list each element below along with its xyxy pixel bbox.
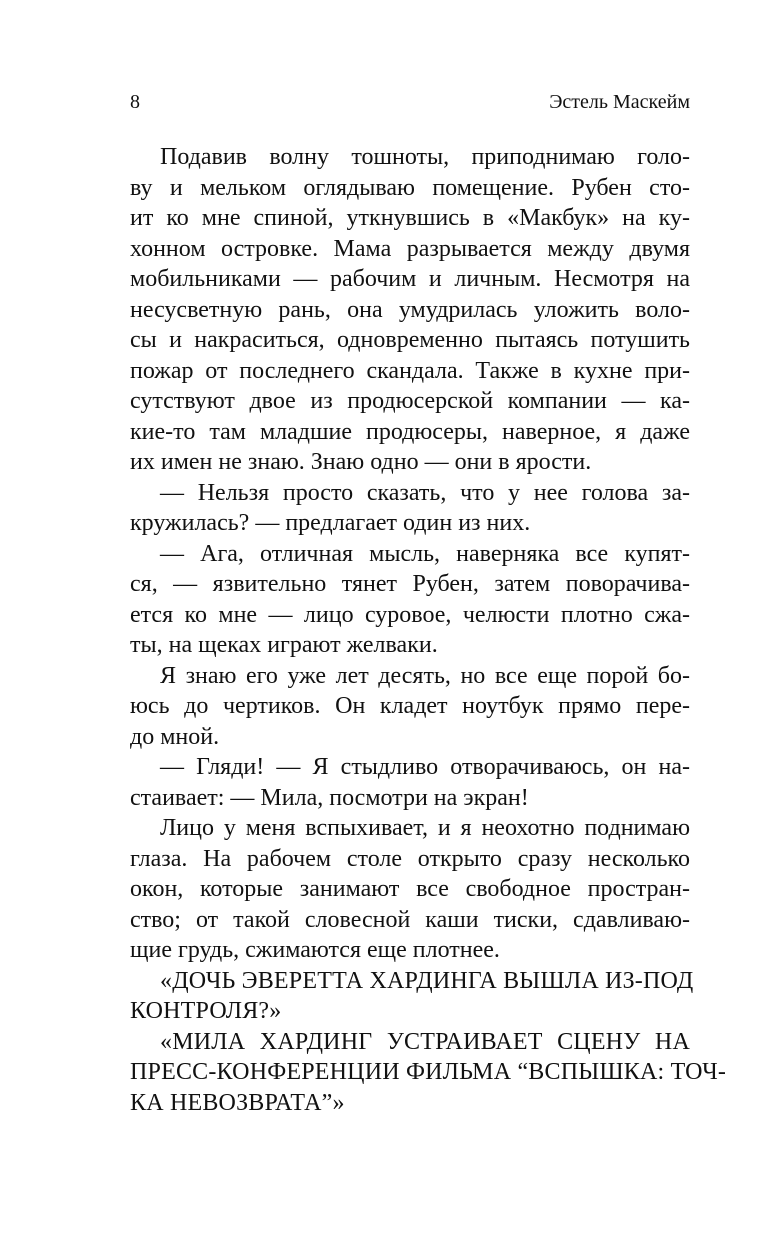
running-head-author: Эстель Маскейм (549, 91, 690, 113)
paragraph (130, 142, 690, 478)
text-line: ит ко мне спиной, уткнувшись в «Макбук» на ку- (130, 205, 690, 231)
text-line: Подавив волну тошноты, приподнимаю голо- (160, 144, 690, 170)
text-line: стаивает: — Мила, посмотри на экран! (130, 784, 529, 811)
text-line: щие грудь, сжимаются еще плотнее. (130, 937, 500, 963)
text-line: КОНТРОЛЯ?» (130, 998, 282, 1024)
text-line: хонном островке. Мама разрывается между двумя (130, 235, 690, 262)
text-line: «ДОЧЬ ЭВЕРЕТТА ХАРДИНГА ВЫШЛА ИЗ-ПОД (160, 967, 694, 994)
text-line: ство; от такой словесной каши тиски, сдавливаю- (130, 906, 690, 933)
text-line: — Ага, отличная мысль, наверняка все купят- (160, 540, 690, 567)
text-line: мобильниками — рабочим и личным. Несмотря на (130, 266, 690, 292)
paragraph (130, 539, 690, 661)
text-line: ется ко мне — лицо суровое, челюсти плотно сжа- (130, 601, 690, 628)
text-line: сутствуют двое из продюсерской компании — ка- (130, 388, 690, 414)
text-line: кие-то там младшие продюсеры, наверное, я даже (130, 418, 690, 445)
headline-quote (130, 1027, 727, 1119)
paragraph (130, 752, 690, 813)
text-line: Лицо у меня вспыхивает, и я неохотно поднимаю (160, 815, 690, 841)
text-line: Я знаю его уже лет десять, но все еще порой бо- (160, 662, 690, 689)
text-line: их имен не знаю. Знаю одно — они в ярости. (130, 449, 592, 475)
page-header (130, 88, 690, 118)
text-line: ты, на щеках играют желваки. (130, 632, 438, 658)
text-line: до мной. (130, 723, 220, 750)
body-text (130, 142, 727, 1118)
text-line: несусветную рань, она умудрилась уложить воло- (130, 296, 690, 323)
text-line: — Гляди! — Я стыдливо отворачиваюсь, он на- (160, 754, 690, 780)
text-line: — Нельзя просто сказать, что у нее голова за- (160, 479, 690, 506)
text-line: сы и накраситься, одновременно пытаясь потушить (130, 327, 690, 353)
text-line: «МИЛА ХАРДИНГ УСТРАИВАЕТ СЦЕНУ НА (160, 1028, 690, 1055)
text-line: окон, которые занимают все свободное простран- (130, 876, 690, 902)
text-line: ПРЕСС-КОНФЕРЕНЦИИ ФИЛЬМА “ВСПЫШКА: ТОЧ- (130, 1059, 727, 1085)
paragraph (130, 478, 690, 539)
text-line: ву и мельком оглядываю помещение. Рубен сто- (130, 174, 690, 201)
text-line: глаза. На рабочем столе открыто сразу несколько (130, 845, 690, 872)
text-line: ся, — язвительно тянет Рубен, затем поворачива- (130, 571, 690, 597)
text-line: пожар от последнего скандала. Также в кухне при- (130, 357, 690, 384)
text-line: КА НЕВОЗВРАТА”» (130, 1089, 345, 1116)
page-number: 8 (130, 91, 140, 113)
text-line: кружилась? — предлагает один из них. (130, 510, 531, 536)
paragraph (130, 661, 690, 753)
paragraph (130, 813, 690, 966)
headline-quote (130, 966, 694, 1027)
text-line: юсь до чертиков. Он кладет ноутбук прямо пере- (130, 693, 690, 719)
